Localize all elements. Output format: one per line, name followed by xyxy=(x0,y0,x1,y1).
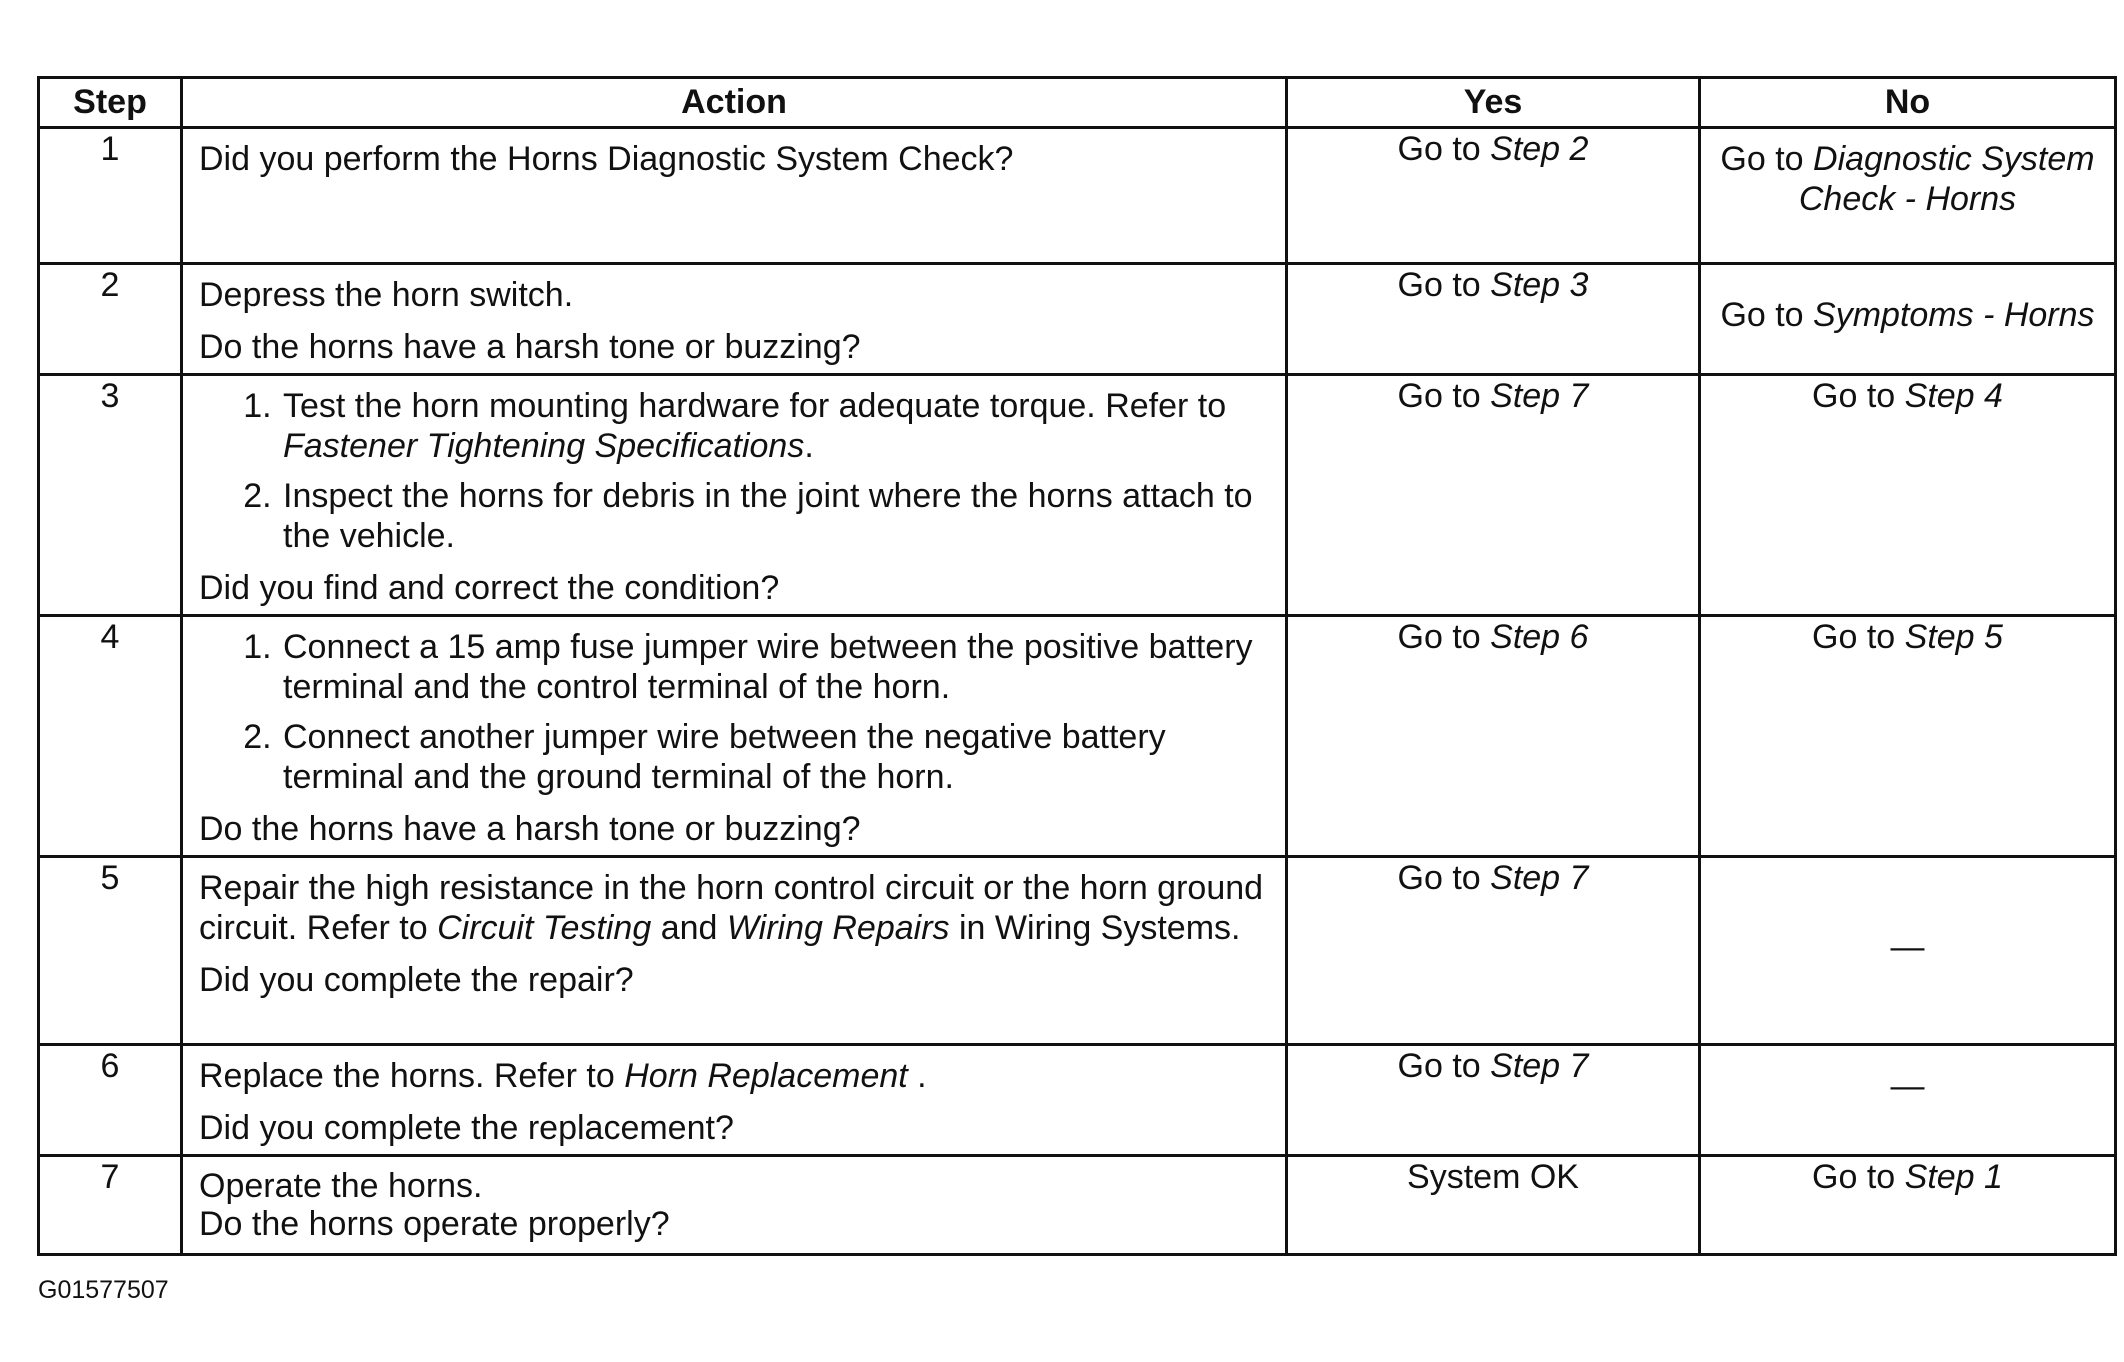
yes-cell xyxy=(1287,264,1700,375)
action-step-item: 2. Connect another jumper wire between the negative battery terminal and the ground terminal of the horn. xyxy=(281,717,1269,797)
action-cell xyxy=(182,375,1287,616)
yes-text: Go to xyxy=(1397,266,1491,304)
yes-step-link[interactable]: Step 2 xyxy=(1490,130,1589,168)
no-cell xyxy=(1700,857,2116,1045)
action-instruction: Depress the horn switch. xyxy=(199,276,574,314)
table-row xyxy=(39,1156,2116,1255)
no-step-link[interactable]: Step 4 xyxy=(1904,377,2003,415)
header-no: No xyxy=(1700,78,2116,128)
action-question: Do the horns have a harsh tone or buzzing? xyxy=(199,328,861,366)
table-row xyxy=(39,616,2116,857)
no-text: Go to xyxy=(1720,296,1814,334)
action-step-item: 1. Connect a 15 amp fuse jumper wire between the positive battery terminal and the control terminal of the horn. xyxy=(281,627,1269,707)
step-number: 2 xyxy=(39,264,182,375)
no-cell xyxy=(1700,375,2116,616)
yes-step-link[interactable]: Step 6 xyxy=(1490,618,1589,656)
yes-text: Go to xyxy=(1397,1047,1491,1085)
action-instruction: Operate the horns. xyxy=(199,1167,483,1205)
step-number: 6 xyxy=(39,1045,182,1156)
reference-link[interactable]: Fastener Tightening Specifications xyxy=(283,427,805,465)
horn-diagnostic-table xyxy=(37,76,2117,1256)
yes-cell xyxy=(1287,1156,1700,1255)
no-step-link[interactable]: Diagnostic System Check - Horns xyxy=(1798,140,2095,218)
yes-step-link[interactable]: Step 7 xyxy=(1490,1047,1589,1085)
yes-text: Go to xyxy=(1397,859,1491,897)
yes-cell xyxy=(1287,375,1700,616)
reference-link[interactable]: Circuit Testing xyxy=(437,909,652,947)
reference-link[interactable]: Horn Replacement xyxy=(624,1057,908,1095)
no-step-link[interactable]: Step 5 xyxy=(1904,618,2003,656)
diagnostic-table-container xyxy=(37,76,2114,1256)
instruction-text: and xyxy=(651,909,727,947)
action-instruction xyxy=(199,1056,1269,1096)
yes-cell xyxy=(1287,857,1700,1045)
table-row xyxy=(39,857,2116,1045)
dash-value: — xyxy=(1890,927,1925,966)
yes-cell xyxy=(1287,1045,1700,1156)
header-row xyxy=(39,78,2116,128)
action-cell xyxy=(182,264,1287,375)
action-step-item: 2. Inspect the horns for debris in the joint where the horns attach to the vehicle. xyxy=(281,476,1269,556)
action-step-item xyxy=(281,386,1269,466)
no-cell xyxy=(1700,264,2116,375)
yes-cell xyxy=(1287,616,1700,857)
no-step-link[interactable]: Symptoms - Horns xyxy=(1813,296,2095,334)
yes-text: Go to xyxy=(1397,377,1491,415)
no-text: Go to xyxy=(1812,1158,1905,1196)
action-cell xyxy=(182,128,1287,264)
figure-code: G01577507 xyxy=(38,1276,169,1304)
instruction-text: Replace the horns. Refer to xyxy=(199,1057,625,1095)
no-cell xyxy=(1700,1156,2116,1255)
action-cell xyxy=(182,1045,1287,1156)
table-row xyxy=(39,128,2116,264)
item-text: Test the horn mounting hardware for adequate torque. Refer to xyxy=(283,387,1227,425)
header-yes: Yes xyxy=(1287,78,1700,128)
yes-cell xyxy=(1287,128,1700,264)
action-cell xyxy=(182,616,1287,857)
action-question: Did you complete the repair? xyxy=(199,961,634,999)
action-question: Did you perform the Horns Diagnostic System Check? xyxy=(199,140,1014,178)
step-number: 4 xyxy=(39,616,182,857)
action-instruction xyxy=(199,868,1269,948)
action-question: Do the horns operate properly? xyxy=(199,1205,670,1243)
header-action: Action xyxy=(182,78,1287,128)
reference-link[interactable]: Wiring Repairs xyxy=(726,909,950,947)
dash-value: — xyxy=(1890,1067,1925,1105)
no-cell xyxy=(1700,128,2116,264)
table-row xyxy=(39,375,2116,616)
no-step-link[interactable]: Step 1 xyxy=(1904,1158,2003,1196)
action-question: Did you find and correct the condition? xyxy=(199,569,780,607)
step-number: 7 xyxy=(39,1156,182,1255)
yes-step-link[interactable]: Step 7 xyxy=(1490,859,1589,897)
yes-text: Go to xyxy=(1397,618,1491,656)
no-cell xyxy=(1700,1045,2116,1156)
step-number: 1 xyxy=(39,128,182,264)
instruction-text: Repair the high resistance in the horn control circuit or the horn ground circuit. Refer to xyxy=(199,869,1264,947)
yes-text: System OK xyxy=(1407,1158,1579,1196)
table-row xyxy=(39,264,2116,375)
no-text: Go to xyxy=(1720,140,1814,178)
action-cell xyxy=(182,1156,1287,1255)
yes-step-link[interactable]: Step 3 xyxy=(1490,266,1589,304)
yes-text: Go to xyxy=(1397,130,1491,168)
yes-step-link[interactable]: Step 7 xyxy=(1490,377,1589,415)
action-question: Did you complete the replacement? xyxy=(199,1109,734,1147)
action-question: Do the horns have a harsh tone or buzzing? xyxy=(199,810,861,848)
no-text: Go to xyxy=(1812,618,1905,656)
action-steps-list xyxy=(199,386,1269,556)
table-row xyxy=(39,1045,2116,1156)
instruction-text: . xyxy=(907,1057,927,1095)
action-steps-list xyxy=(199,627,1269,797)
action-cell xyxy=(182,857,1287,1045)
header-step: Step xyxy=(39,78,182,128)
step-number: 3 xyxy=(39,375,182,616)
no-text: Go to xyxy=(1812,377,1905,415)
step-number: 5 xyxy=(39,857,182,1045)
no-cell xyxy=(1700,616,2116,857)
item-text-end: . xyxy=(804,427,814,465)
instruction-text: in Wiring Systems. xyxy=(949,909,1241,947)
